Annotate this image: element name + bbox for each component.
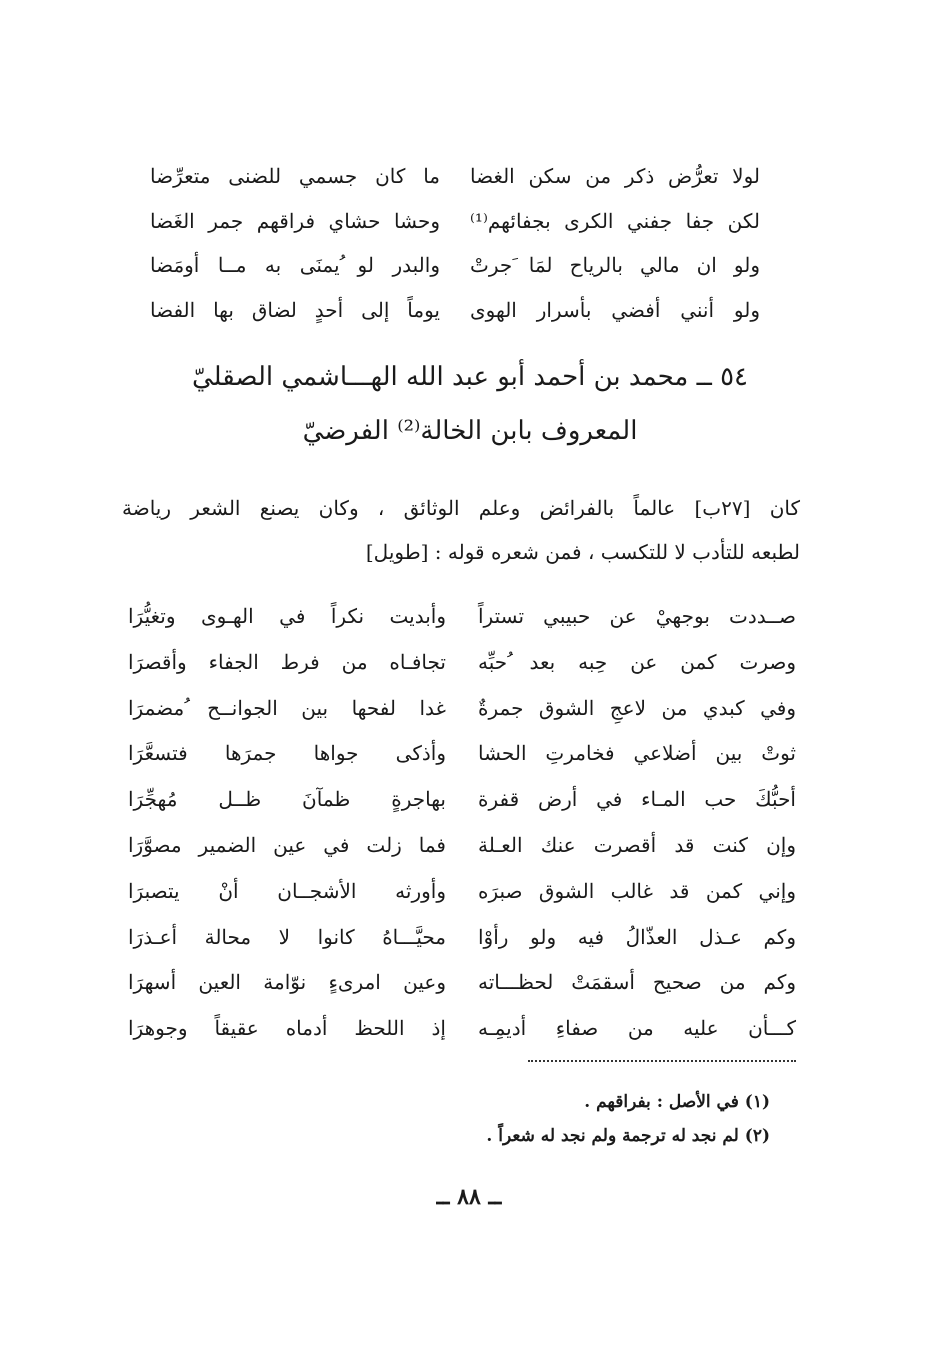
second-hemistich: وأذكى جواها جمرَها فتسعَّرَا <box>128 741 446 766</box>
page-number: ــ ٨٨ ــ <box>436 1184 502 1210</box>
verse-line <box>150 199 760 244</box>
first-hemistich: صــددت بوجهيْ عن حبيبي تستراً <box>478 604 796 628</box>
verse-block-poem <box>128 594 796 1052</box>
first-hemistich: لكن جفا جفني الكرى بجفائهم⁽¹⁾ <box>470 208 760 233</box>
verse-line <box>128 686 796 732</box>
second-hemistich: محيَّـــاهُ كانوا لا محالة أعـذرَا <box>128 924 446 949</box>
first-hemistich: وفي كبدي من لاعجِ الشوق جمرةٌ <box>478 695 796 720</box>
first-hemistich: وإني كمن قد غالب الشوق صبرَه <box>478 878 796 903</box>
verse-line <box>128 731 796 777</box>
prose-line: لطبعه للتأدب لا للتكسب ، فمن شعره قوله : [طويل] <box>365 540 800 564</box>
first-hemistich: لولا تعرُّض ذكر من سكن الغضا <box>470 164 760 188</box>
second-hemistich: بهاجرةٍ ظمآنَ ظــل مُهجِّرَا <box>128 787 446 812</box>
verse-line <box>150 288 760 333</box>
first-hemistich: كـــأن عليه من صفاءِ أديمِـه <box>478 1016 796 1041</box>
verse-line <box>128 915 796 961</box>
first-hemistich: وكم من صحيح أسقمَتْ لحظـــاته <box>478 970 796 995</box>
footnote: (٢) لم نجد له ترجمة ولم نجد له شعراً . <box>486 1126 770 1146</box>
second-hemistich: إذ اللحظ أدماه عقيقاً وجوهرَا <box>128 1016 446 1041</box>
entry-subheading: المعروف بابن الخالة⁽²⁾ الفرضيّ <box>302 416 638 446</box>
verse-line <box>128 869 796 915</box>
second-hemistich: تجافـاه من فرط الجفاء وأقصرَا <box>128 649 446 674</box>
first-hemistich: وصرت كمن عن حِبه بعد ُحبِّه <box>478 649 796 674</box>
entry-heading: ٥٤ ــ محمد بن أحمد أبو عبد الله الهـــاشمي الصقليّ <box>191 362 749 392</box>
verse-line <box>128 640 796 686</box>
verse-line <box>128 777 796 823</box>
verse-line <box>128 823 796 869</box>
first-hemistich: وكم عـذل العذّالُ فيه ولو رأوْا <box>478 924 796 949</box>
second-hemistich: والبدر لو ُيمنَى به مــا أومَضا <box>150 253 440 277</box>
first-hemistich: وإن كنت قد أقصرت عنك العـلة <box>478 832 796 857</box>
first-hemistich: أحبُّكَ حب المـاء في أرض قفرة <box>478 787 796 812</box>
prose-line: كان [٢٧ب] عالماً بالفرائض وعلم الوثائق ، وكان يصنع الشعر رياضة <box>122 496 800 520</box>
verse-line <box>128 594 796 640</box>
verse-line <box>150 243 760 288</box>
verse-block-top <box>150 154 760 332</box>
first-hemistich: ولو ان مالي بالرياح لمَا َجرتْ <box>470 253 760 277</box>
first-hemistich: ثوتْ بين أضلاعي فخامرتِ الحشا <box>478 741 796 766</box>
second-hemistich: وأورثه الأشجــان أنْ يتصبرَا <box>128 878 446 903</box>
verse-line <box>128 960 796 1006</box>
verse-line <box>128 1006 796 1052</box>
footnote: (١) في الأصل : بفراقهم . <box>584 1092 770 1112</box>
verse-line <box>150 154 760 199</box>
second-hemistich: وعين امرىءٍ نوّامة العين أسهرَا <box>128 970 446 995</box>
second-hemistich: يوماً إلى أحدٍ لضاق بها الفضا <box>150 297 440 322</box>
footnote-divider <box>528 1060 796 1062</box>
second-hemistich: ما كان جسمي للضنى متعرِّضا <box>150 164 440 188</box>
second-hemistich: وأبديت نكراً في الهـوى وتغيُّرَا <box>128 604 446 628</box>
second-hemistich: غدا لفحها بين الجوانــح ُمضمرَا <box>128 695 446 720</box>
first-hemistich: ولو أنني أفضي بأسرار الهوى <box>470 297 760 322</box>
second-hemistich: وحشا حشاي فراقهم جمر الغَضا <box>150 208 440 233</box>
second-hemistich: فما زلت في عين الضمير مصوَّرَا <box>128 832 446 857</box>
